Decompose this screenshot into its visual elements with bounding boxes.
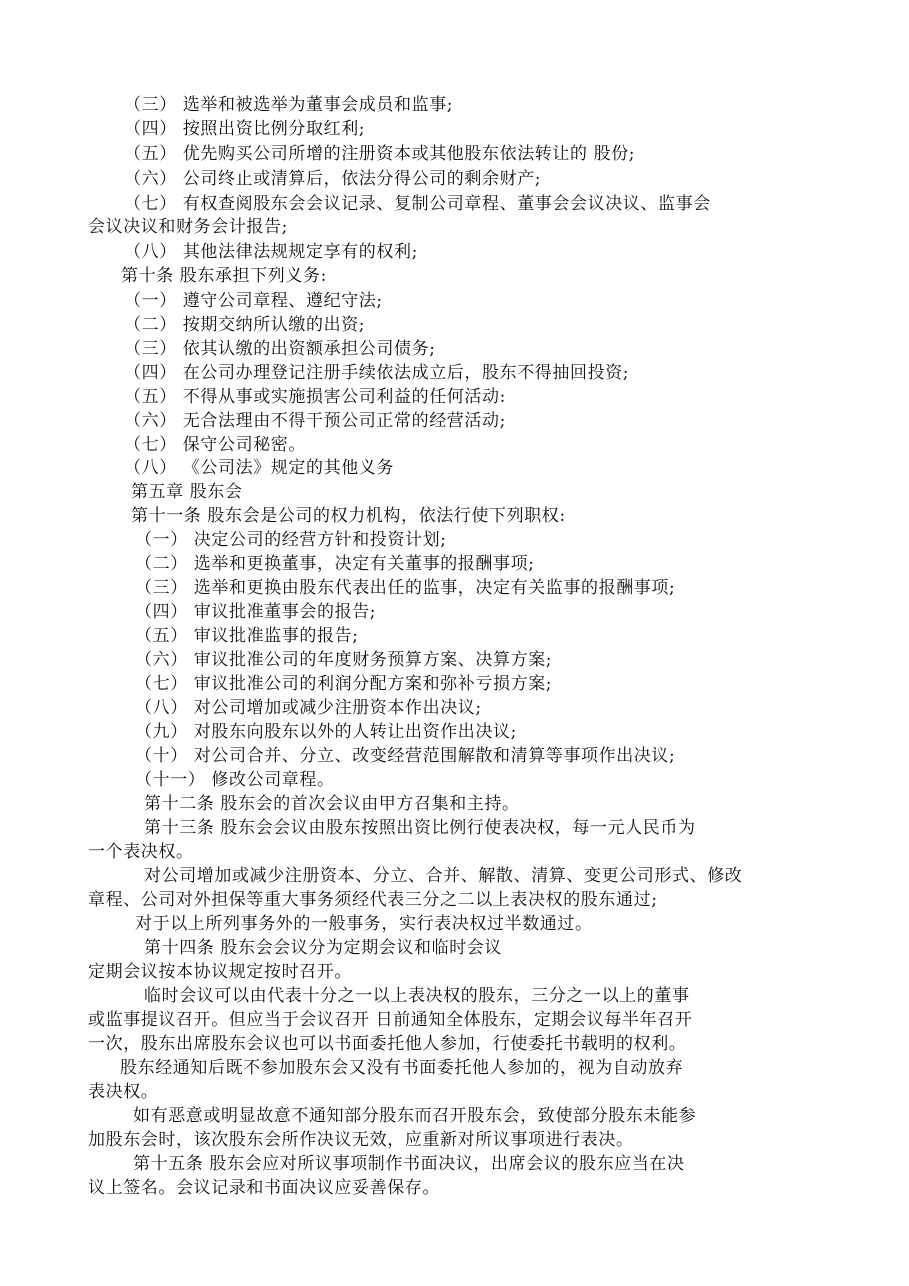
text-line: （二） 按期交纳所认缴的出资;	[124, 315, 366, 335]
text-line: 表决权。	[88, 1082, 159, 1102]
text-line: （六） 公司终止或清算后，依法分得公司的剩余财产;	[124, 169, 542, 189]
text-line: （十一） 修改公司章程。	[135, 770, 335, 790]
text-line: （六） 无合法理由不得干预公司正常的经营活动;	[124, 411, 506, 431]
text-line: 临时会议可以由代表十分之一以上表决权的股东，三分之一以上的董事	[144, 986, 690, 1006]
text-line: 第十三条 股东会会议由股东按照出资比例行使表决权，每一元人民币为	[144, 818, 696, 838]
text-line: （三） 选举和更换由股东代表出任的监事，决定有关监事的报酬事项;	[135, 578, 676, 598]
text-line: 第十四条 股东会会议分为定期会议和临时会议	[144, 938, 503, 958]
text-line: （九） 对股东向股东以外的人转让出资作出决议;	[135, 722, 517, 742]
text-line: （八） 对公司增加或减少注册资本作出决议;	[135, 698, 482, 718]
text-line: 如有恶意或明显故意不通知部分股东而召开股东会，致使部分股东未能参	[133, 1106, 697, 1126]
text-line: 第十条 股东承担下列义务:	[121, 266, 327, 286]
text-line: （七） 有权查阅股东会会议记录、复制公司章程、董事会会议决议、监事会	[124, 194, 711, 214]
text-line: （七） 审议批准公司的利润分配方案和弥补亏损方案;	[135, 674, 553, 694]
text-line: 股东经通知后既不参加股东会又没有书面委托他人参加的，视为自动放弃	[120, 1058, 684, 1078]
text-line: 第十一条 股东会是公司的权力机构，依法行使下列职权:	[131, 506, 566, 526]
text-line: 会议决议和财务会计报告;	[88, 217, 288, 237]
text-line: 对公司增加或减少注册资本、分立、合并、解散、清算、变更公司形式、修改	[144, 866, 743, 886]
text-line: 第十五条 股东会应对所议事项制作书面决议，出席会议的股东应当在决	[133, 1154, 685, 1174]
text-line: 或监事提议召开。但应当于会议召开 日前通知全体股东，定期会议每半年召开	[88, 1010, 693, 1030]
text-line: 加股东会时，该次股东会所作决议无效，应重新对所议事项进行表决。	[88, 1130, 634, 1150]
text-line: （四） 在公司办理登记注册手续依法成立后，股东不得抽回投资;	[124, 363, 630, 383]
text-line: （八） 其他法律法规规定享有的权利;	[124, 242, 418, 262]
text-line: （一） 决定公司的经营方针和投资计划;	[135, 530, 447, 550]
text-line: 一次，股东出席股东会议也可以书面委托他人参加，行使委托书载明的权利。	[88, 1034, 687, 1054]
text-line: （四） 审议批准董事会的报告;	[135, 602, 377, 622]
text-line: （五） 不得从事或实施损害公司利益的任何活动:	[124, 387, 506, 407]
text-line: （七） 保守公司秘密。	[124, 435, 307, 455]
text-line: 第十二条 股东会的首次会议由甲方召集和主持。	[144, 794, 520, 814]
text-line: （五） 优先购买公司所增的注册资本或其他股东依法转让的 股份;	[124, 144, 636, 164]
text-line: （八） 《公司法》规定的其他义务	[124, 458, 395, 478]
text-line: （二） 选举和更换董事，决定有关董事的报酬事项;	[135, 554, 535, 574]
text-line: 一个表决权。	[88, 842, 194, 862]
text-line: 对于以上所列事务外的一般事务，实行表决权过半数通过。	[135, 914, 593, 934]
text-line: 议上签名。会议记录和书面决议应妥善保存。	[88, 1178, 440, 1198]
text-line: 章程、公司对外担保等重大事务须经代表三分之二以上表决权的股东通过;	[88, 890, 658, 910]
text-line: （四） 按照出资比例分取红利;	[124, 119, 366, 139]
text-line: （六） 审议批准公司的年度财务预算方案、决算方案;	[135, 650, 553, 670]
text-line: （十） 对公司合并、分立、改变经营范围解散和清算等事项作出决议;	[135, 746, 676, 766]
text-line: （一） 遵守公司章程、遵纪守法;	[124, 291, 383, 311]
text-line: （三） 依其认缴的出资额承担公司债务;	[124, 339, 436, 359]
text-line: （五） 审议批准监事的报告;	[135, 626, 359, 646]
text-line: 定期会议按本协议规定按时召开。	[88, 962, 352, 982]
text-line: （三） 选举和被选举为董事会成员和监事;	[124, 95, 454, 115]
chapter-heading: 第五章 股东会	[131, 482, 243, 502]
